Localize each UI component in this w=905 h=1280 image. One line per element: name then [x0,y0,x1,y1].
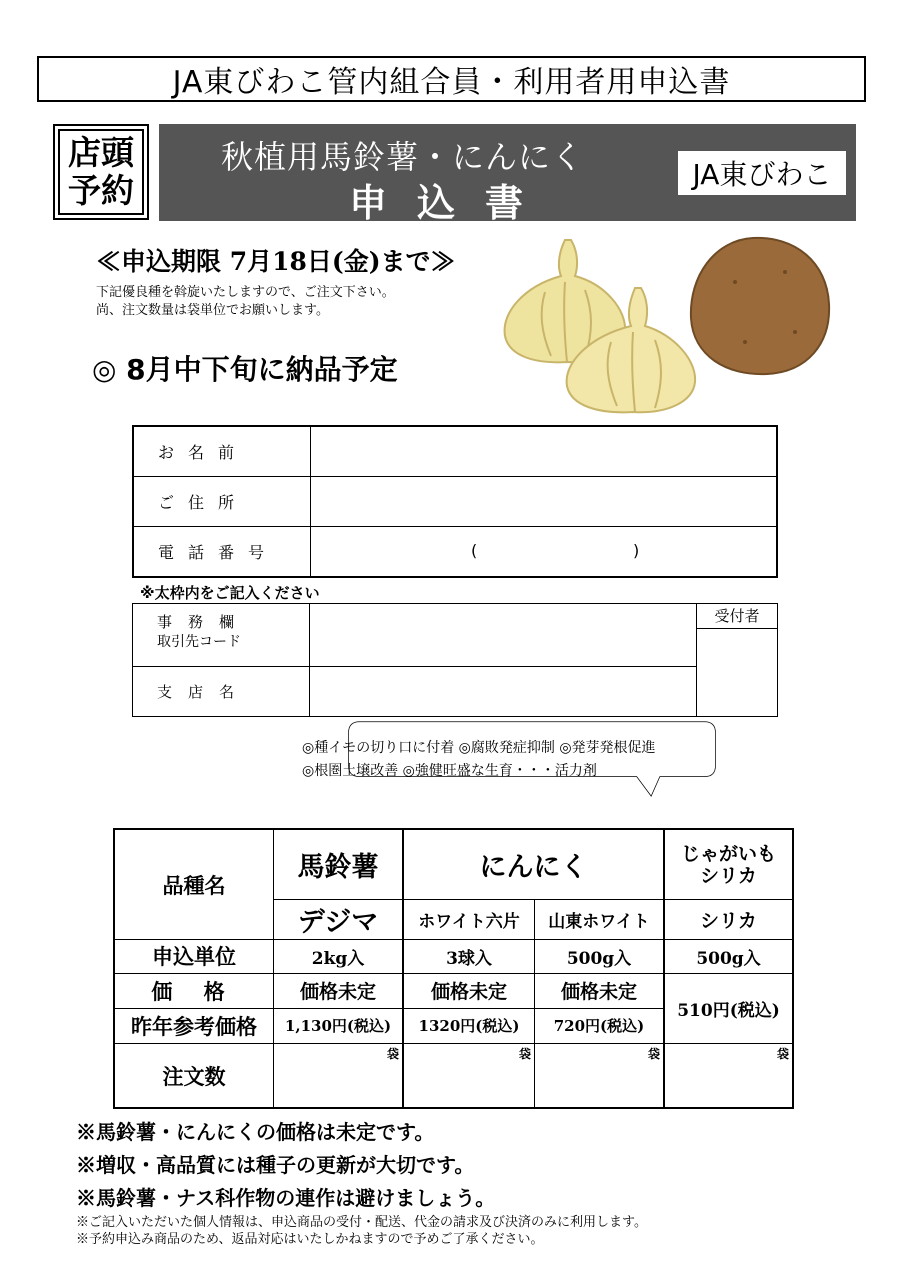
order-silica-field[interactable] [664,1044,793,1108]
name-label: お名前 [133,426,311,477]
potato-header: 馬鈴薯 [274,829,404,900]
intro-line2: 尚、注文数量は袋単位でお願いします。 [96,303,329,318]
last-santo: 720円(税込) [535,1008,665,1043]
branch-label: 支店名 [133,666,310,716]
order-label: 注文数 [114,1044,274,1108]
banner-subtitle: 秋植用馬鈴薯・にんにく [221,138,585,176]
phone-label: 電話番号 [133,527,311,578]
callout-line2: ◎根圏土壌改善 ◎強健旺盛な生育・・・活力剤 [302,763,597,779]
phone-paren-open: ( [471,541,478,560]
banner-title: 申込書 [349,181,554,225]
last-dejima: 1,130円(税込) [274,1008,404,1043]
receiver-label: 受付者 [697,604,777,629]
unit-white6: 3球入 [403,940,535,973]
phone-field[interactable] [311,527,778,578]
bag-unit: 袋 [776,1047,789,1062]
name-field[interactable] [311,426,778,477]
order-dejima-field[interactable] [274,1044,404,1108]
customer-form [132,425,778,578]
bag-unit: 袋 [518,1047,531,1062]
last-white6: 1320円(税込) [403,1008,535,1043]
variety-dejima: デジマ [274,900,404,940]
price-dejima: 価格未定 [274,973,404,1008]
garlic-potato-illustration [495,232,840,417]
store-reservation-badge [53,124,149,220]
customer-code-field[interactable] [310,604,697,667]
bag-unit: 袋 [386,1047,399,1062]
unit-dejima: 2kg入 [274,940,404,973]
footer-note3: ※馬鈴薯・ナス科作物の連作は避けましょう。 [76,1186,496,1210]
price-silica: 510円(税込) [664,973,793,1044]
page-title: JA東びわこ管内組合員・利用者用申込書 [37,56,866,102]
branch-field[interactable] [310,666,697,716]
delivery-notice: ◎ 8月中下旬に納品予定 [92,353,398,386]
price-label: 価 格 [114,973,274,1008]
silica-header: じゃがいも シリカ [664,829,793,900]
footer-note1: ※馬鈴薯・にんにくの価格は未定です。 [76,1120,435,1144]
badge-line2: 予約 [68,171,134,210]
phone-paren-close: ) [633,541,640,560]
deadline-text: ≪申込期限 7月18日(金)まで≫ [96,247,456,276]
fill-in-note: ※太枠内をご記入ください [140,584,320,602]
bag-unit: 袋 [647,1047,660,1062]
variety-silica: シリカ [664,900,793,940]
address-field[interactable] [311,477,778,527]
price-white6: 価格未定 [403,973,535,1008]
order-santo-field[interactable] [535,1044,665,1108]
footer-privacy-note: ※ご記入いただいた個人情報は、申込商品の受付・配送、代金の請求及び決済のみに利用します。 [76,1215,647,1230]
unit-label: 申込単位 [114,940,274,973]
variety-label: 品種名 [114,829,274,940]
unit-silica: 500g入 [664,940,793,973]
potato-icon [691,238,829,374]
office-label: 事務欄 [157,613,251,631]
office-form [132,603,778,717]
title-banner [159,124,856,225]
customer-code-label: 取引先コード [157,634,241,650]
address-label: ご住所 [133,477,311,527]
order-white6-field[interactable] [403,1044,535,1108]
footer-return-note: ※予約申込み商品のため、返品対応はいたしかねますので予めご了承ください。 [76,1232,544,1247]
unit-santo: 500g入 [535,940,665,973]
garlic-header: にんにく [403,829,664,900]
badge-line1: 店頭 [68,133,134,172]
price-santo: 価格未定 [535,973,665,1008]
ja-label: JA東びわこ [678,151,846,195]
last-year-label: 昨年参考価格 [114,1008,274,1043]
footer-note2: ※増収・高品質には種子の更新が大切です。 [76,1153,475,1177]
callout-line1: ◎種イモの切り口に付着 ◎腐敗発症抑制 ◎発芽発根促進 [302,740,656,756]
product-table [113,828,794,1109]
variety-santo: 山東ホワイト [535,900,665,940]
office-label-cell [133,604,310,667]
receiver-cell [697,604,778,717]
intro-line1: 下記優良種を斡旋いたしますので、ご注文下さい。 [96,285,395,300]
variety-white6: ホワイト六片 [403,900,535,940]
